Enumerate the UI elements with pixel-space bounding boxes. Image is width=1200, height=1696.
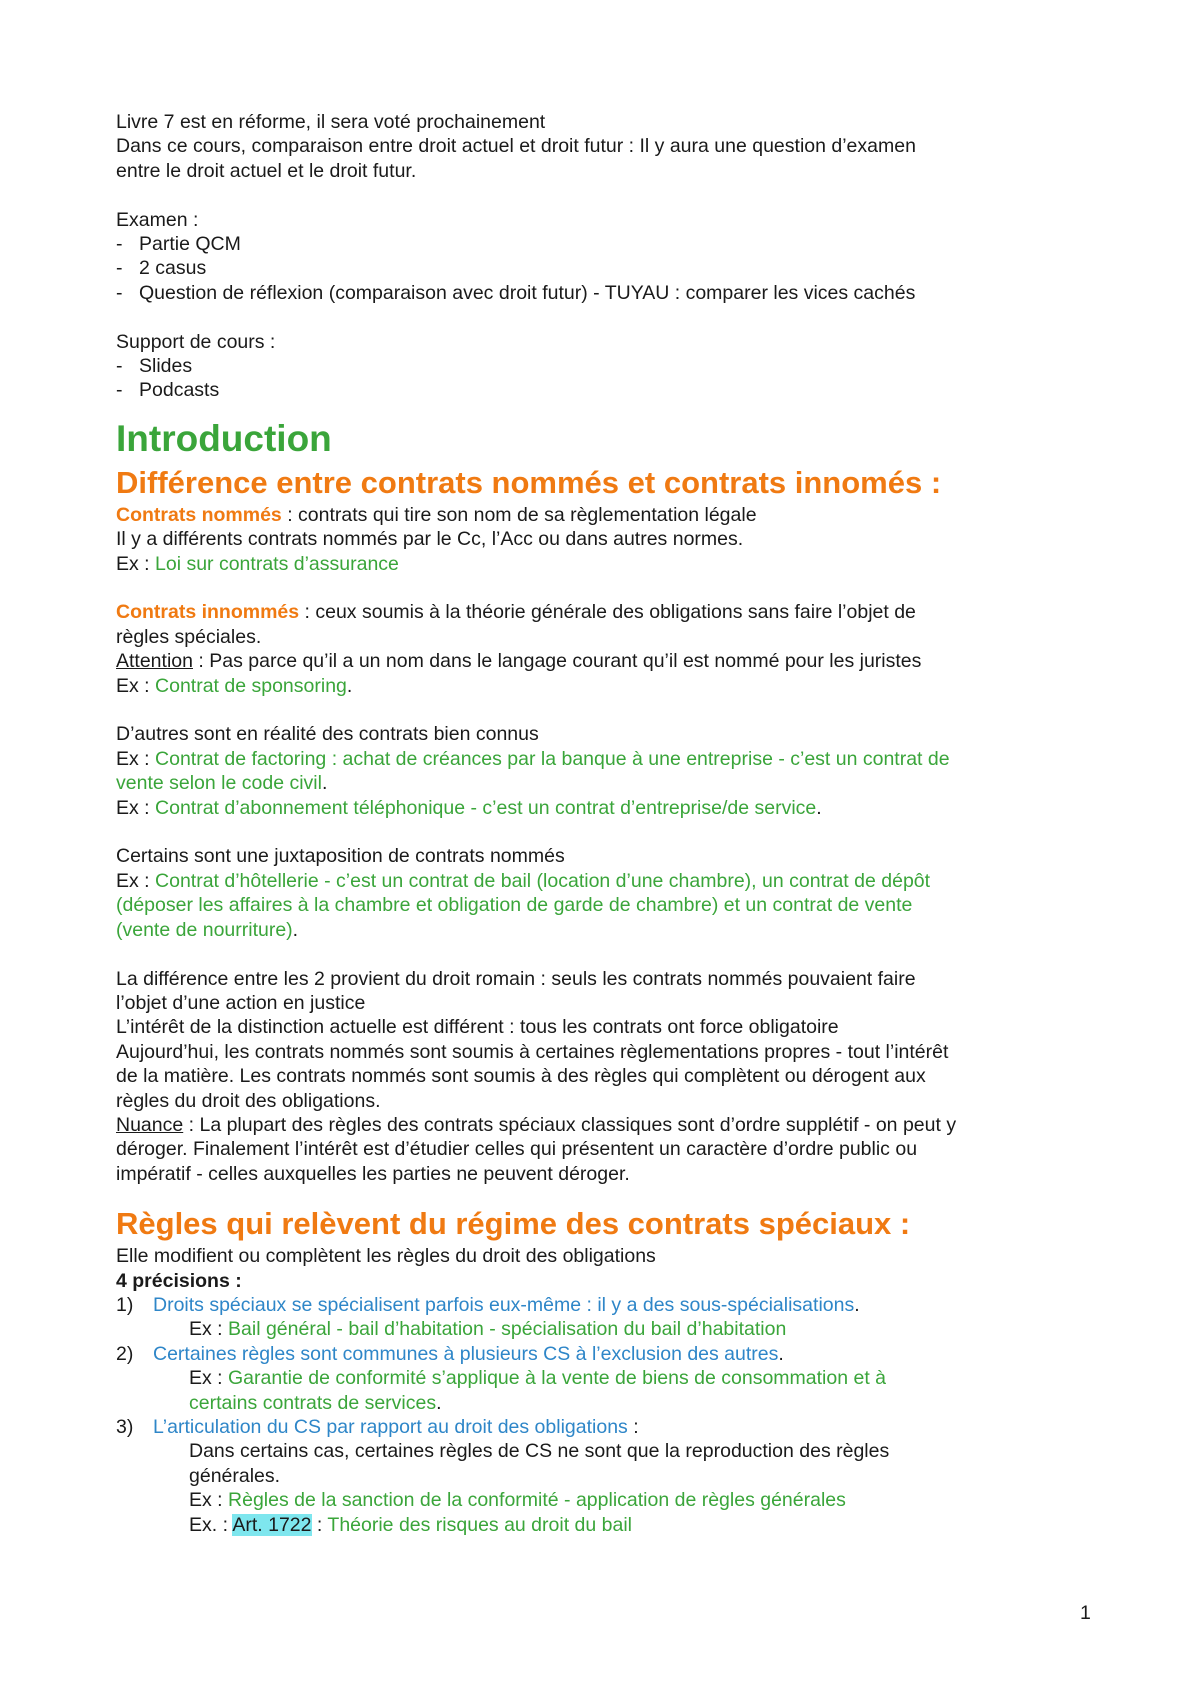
example-line: Ex : Contrat d’abonnement téléphonique - c’est un contrat d’entreprise/de service.	[116, 796, 822, 819]
article-highlight: Art. 1722	[232, 1513, 312, 1536]
exam-item: - Partie QCM	[116, 233, 241, 256]
paragraph-line: règles spéciales.	[116, 625, 262, 648]
paragraph-line: l’objet d’une action en justice	[116, 991, 366, 1014]
precisions-title: 4 précisions :	[116, 1269, 242, 1292]
intro-line: entre le droit actuel et le droit futur.	[116, 159, 417, 182]
paragraph-line: La différence entre les 2 provient du droit romain : seuls les contrats nommés pouvaient faire	[116, 967, 916, 990]
page-number: 1	[1080, 1602, 1091, 1624]
paragraph-line: D’autres sont en réalité des contrats bien connus	[116, 723, 539, 746]
example-line: Ex : Garantie de conformité s’applique à la vente de biens de consommation et à	[189, 1367, 886, 1390]
example-line: Ex : Bail général - bail d’habitation - spécialisation du bail d’habitation	[189, 1318, 787, 1341]
paragraph-line: impératif - celles auxquelles les parties ne peuvent déroger.	[116, 1162, 630, 1185]
example-line: Ex : Contrat de sponsoring.	[116, 674, 353, 697]
paragraph-line: Certains sont une juxtaposition de contrats nommés	[116, 845, 565, 868]
intro-line: Livre 7 est en réforme, il sera voté prochainement	[116, 111, 546, 133]
support-item: - Podcasts	[116, 379, 220, 402]
example-line: Ex : Contrat d’hôtellerie - c’est un contrat de bail (location d’une chambre), un contrat de dépôt	[116, 869, 931, 892]
paragraph-line: de la matière. Les contrats nommés sont soumis à des règles qui complètent ou dérogent aux	[116, 1065, 926, 1088]
example-line: Ex. : Art. 1722 : Théorie des risques au droit du bail	[189, 1513, 632, 1536]
paragraph-line: Il y a différents contrats nommés par le Cc, l’Acc ou dans autres normes.	[116, 528, 744, 551]
paragraph-line: Contrats innommés : ceux soumis à la théorie générale des obligations sans faire l’objet de	[116, 601, 916, 624]
exam-title: Examen :	[116, 208, 199, 231]
example-line: Ex : Loi sur contrats d’assurance	[116, 552, 399, 575]
support-title: Support de cours :	[116, 330, 276, 353]
heading-regles: Règles qui relèvent du régime des contrats spéciaux :	[116, 1206, 911, 1242]
paragraph-line: générales.	[189, 1464, 281, 1487]
paragraph-line: Aujourd’hui, les contrats nommés sont soumis à certaines règlementations propres - tout l’intérêt	[116, 1040, 949, 1063]
exam-item: - Question de réflexion (comparaison avec droit futur) - TUYAU : comparer les vices cachés	[116, 281, 916, 304]
list-item: 3) L’articulation du CS par rapport au droit des obligations :	[116, 1416, 639, 1438]
paragraph-line: règles du droit des obligations.	[116, 1089, 381, 1112]
paragraph-line: Nuance : La plupart des règles des contrats spéciaux classiques sont d’ordre supplétif - on peut y	[116, 1113, 957, 1136]
paragraph-line: L’intérêt de la distinction actuelle est différent : tous les contrats ont force obligatoire	[116, 1016, 839, 1039]
paragraph-line: Dans certains cas, certaines règles de CS ne sont que la reproduction des règles	[189, 1440, 890, 1463]
example-line: (vente de nourriture).	[116, 918, 299, 941]
heading-introduction: Introduction	[116, 417, 332, 459]
example-line: Ex : Règles de la sanction de la conformité - application de règles générales	[189, 1489, 846, 1512]
list-item: 2) Certaines règles sont communes à plusieurs CS à l’exclusion des autres.	[116, 1342, 784, 1365]
intro-line: Dans ce cours, comparaison entre droit actuel et droit futur : Il y aura une question d’examen	[116, 135, 916, 158]
document-page	[116, 110, 1106, 1537]
exam-item: - 2 casus	[116, 257, 207, 280]
paragraph-line: déroger. Finalement l’intérêt est d’étudier celles qui présentent un caractère d’ordre public ou	[116, 1138, 918, 1161]
heading-difference: Différence entre contrats nommés et contrats innomés :	[116, 464, 942, 500]
support-item: - Slides	[116, 355, 193, 378]
example-line: certains contrats de services.	[189, 1391, 442, 1414]
example-line: vente selon le code civil.	[116, 772, 328, 795]
example-line: Ex : Contrat de factoring : achat de créances par la banque à une entreprise - c’est un contrat de	[116, 747, 950, 770]
paragraph-line: Elle modifient ou complètent les règles du droit des obligations	[116, 1245, 656, 1268]
paragraph-line: Contrats nommés : contrats qui tire son nom de sa règlementation légale	[116, 503, 757, 526]
paragraph-line: Attention : Pas parce qu’il a un nom dans le langage courant qu’il est nommé pour les juristes	[116, 650, 922, 673]
example-line: (déposer les affaires à la chambre et obligation de garde de chambre) et un contrat de vente	[116, 894, 913, 917]
list-item: 1) Droits spéciaux se spécialisent parfois eux-même : il y a des sous-spécialisations.	[116, 1293, 860, 1316]
